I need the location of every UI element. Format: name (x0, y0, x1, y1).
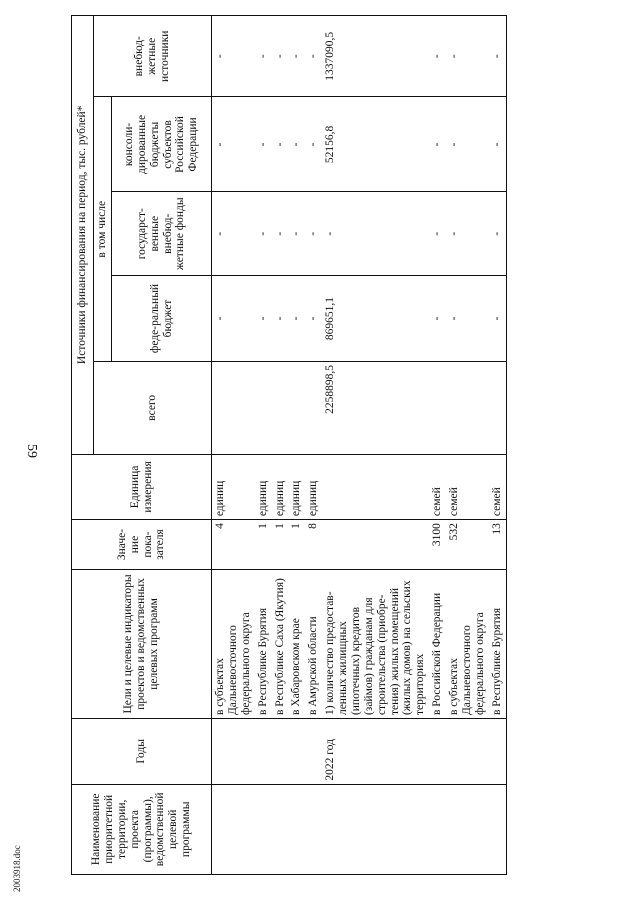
total-cell (429, 361, 446, 454)
header-total: всего (94, 361, 212, 454)
federal-cell: - (288, 276, 305, 362)
year-cell (429, 719, 446, 785)
unit-cell: единиц (212, 454, 255, 520)
header-federal: феде-ральный бюджет (112, 276, 212, 362)
state-funds-cell: - (429, 192, 446, 276)
year-cell (446, 719, 489, 785)
goal-cell: в субъектах Дальневосточного федерального округа (212, 569, 255, 718)
table-row (305, 16, 322, 875)
state-funds-cell: - (305, 192, 322, 276)
goal-cell: в Республике Бурятия (255, 569, 272, 718)
federal-cell: - (489, 276, 506, 362)
header-regional: консоли-дированные бюджеты субъектов Российской Федерации (112, 97, 212, 192)
federal-cell: - (272, 276, 289, 362)
state-funds-cell: - (322, 192, 429, 276)
table-row (322, 16, 429, 875)
total-cell (446, 361, 489, 454)
name-cell (489, 784, 506, 874)
financing-table (71, 15, 507, 875)
header-name: Наименование приоритетной территории, проекта (программы), ведомственной целевой программы (72, 784, 212, 874)
value-cell: 1 (255, 520, 272, 570)
value-cell: 8 (305, 520, 322, 570)
unit-cell: единиц (272, 454, 289, 520)
header-including: в том числе (94, 97, 112, 361)
regional-cell: - (429, 97, 446, 192)
goal-cell: в Республике Саха (Якутия) (272, 569, 289, 718)
federal-cell: - (429, 276, 446, 362)
extra-cell: - (446, 16, 489, 98)
header-state-funds: государст-венные внебюд-жетные фонды (112, 192, 212, 276)
unit-cell (322, 454, 429, 520)
total-cell (272, 361, 289, 454)
unit-cell: единиц (305, 454, 322, 520)
name-cell (305, 784, 322, 874)
extra-cell: - (288, 16, 305, 98)
extra-cell: - (305, 16, 322, 98)
table-row (272, 16, 289, 875)
federal-cell: - (255, 276, 272, 362)
header-value: Значе-ние пока-зателя (72, 520, 212, 570)
year-cell (272, 719, 289, 785)
extra-cell: - (255, 16, 272, 98)
name-cell (255, 784, 272, 874)
state-funds-cell: - (212, 192, 255, 276)
name-cell (429, 784, 446, 874)
name-cell (288, 784, 305, 874)
extra-cell: 1337090,5 (322, 16, 429, 98)
state-funds-cell: - (446, 192, 489, 276)
unit-cell: семей (446, 454, 489, 520)
total-cell: 2258898,5 (322, 361, 429, 454)
regional-cell: - (446, 97, 489, 192)
goal-cell: в Республике Бурятия (489, 569, 506, 718)
header-goals: Цели и целевые индикаторы проектов и ведомственных целевых программ (72, 569, 212, 718)
total-cell (212, 361, 255, 454)
year-cell (305, 719, 322, 785)
regional-cell: - (305, 97, 322, 192)
federal-cell: - (212, 276, 255, 362)
page-number: 59 (24, 444, 39, 458)
year-cell: 2022 год (322, 719, 429, 785)
unit-cell: единиц (255, 454, 272, 520)
header-years: Годы (72, 719, 212, 785)
regional-cell: - (489, 97, 506, 192)
year-cell (255, 719, 272, 785)
extra-cell: - (212, 16, 255, 98)
federal-cell: - (305, 276, 322, 362)
state-funds-cell: - (288, 192, 305, 276)
goal-cell: 1) количество предостав-ленных жилищных (ипотечных) кредитов (займов) гражданам для строительства (приобре-тения) жилых помещений (жилых домов) на сельских территориях (322, 569, 429, 718)
state-funds-cell: - (272, 192, 289, 276)
value-cell (322, 520, 429, 570)
regional-cell: - (212, 97, 255, 192)
total-cell (489, 361, 506, 454)
state-funds-cell: - (255, 192, 272, 276)
regional-cell: - (272, 97, 289, 192)
goal-cell: в Амурской области (305, 569, 322, 718)
footer-filename: 2003918.doc (12, 845, 22, 892)
year-cell (288, 719, 305, 785)
goal-cell: в субъектах Дальневосточного федерального округа (446, 569, 489, 718)
value-cell: 13 (489, 520, 506, 570)
table-row (288, 16, 305, 875)
table-row (489, 16, 506, 875)
unit-cell: семей (489, 454, 506, 520)
total-cell (305, 361, 322, 454)
name-cell (446, 784, 489, 874)
header-extra: внебюд-жетные источники (94, 16, 212, 98)
table-row (212, 16, 255, 875)
regional-cell: 52156,8 (322, 97, 429, 192)
value-cell: 532 (446, 520, 489, 570)
table-row (429, 16, 446, 875)
value-cell: 1 (288, 520, 305, 570)
value-cell: 1 (272, 520, 289, 570)
year-cell (489, 719, 506, 785)
regional-cell: - (288, 97, 305, 192)
extra-cell: - (272, 16, 289, 98)
table-row (446, 16, 489, 875)
federal-cell: - (446, 276, 489, 362)
unit-cell: семей (429, 454, 446, 520)
year-cell (212, 719, 255, 785)
header-sources: Источники финансирования на период, тыс. рублей* (72, 16, 94, 455)
goal-cell: в Хабаровском крае (288, 569, 305, 718)
financing-table-container (71, 15, 555, 875)
state-funds-cell: - (489, 192, 506, 276)
total-cell (255, 361, 272, 454)
name-cell (272, 784, 289, 874)
name-cell (322, 784, 429, 874)
regional-cell: - (255, 97, 272, 192)
header-unit: Единица измерения (72, 454, 212, 520)
name-cell (212, 784, 255, 874)
value-cell: 4 (212, 520, 255, 570)
unit-cell: единиц (288, 454, 305, 520)
value-cell: 3100 (429, 520, 446, 570)
total-cell (288, 361, 305, 454)
extra-cell: - (429, 16, 446, 98)
extra-cell: - (489, 16, 506, 98)
goal-cell: в Российской Федерации (429, 569, 446, 718)
federal-cell: 869651,1 (322, 276, 429, 362)
table-row (255, 16, 272, 875)
